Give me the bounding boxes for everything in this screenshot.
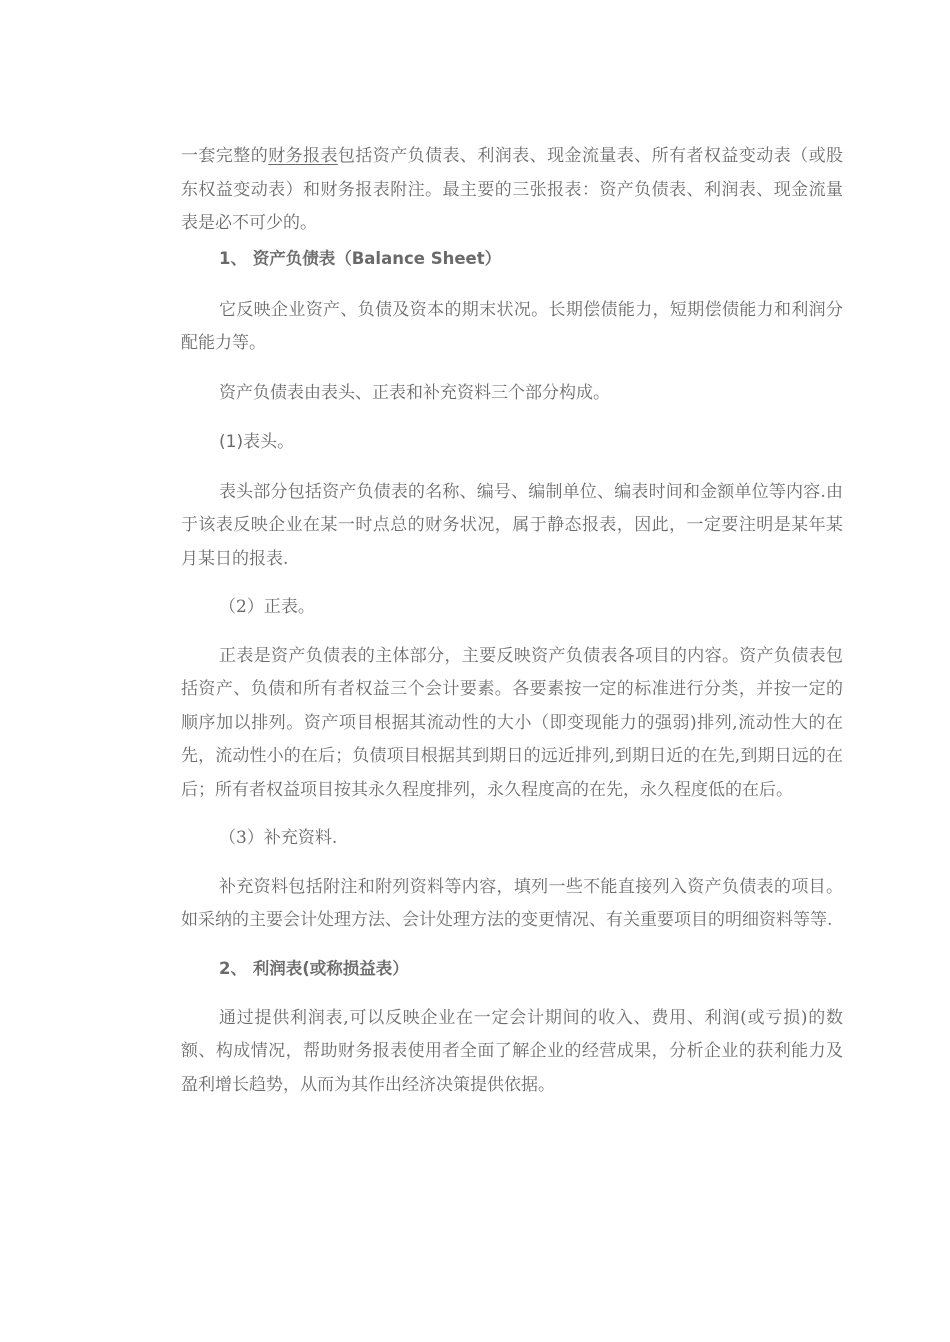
subheading-2-number: （2）	[219, 597, 264, 617]
intro-suffix: 包括资产负债表、利润表、现金流量表、所有者权益变动表（或股东权益变动表）和财务报表附注。最主要的三张报表：资产负债表、利润表、现金流量表是必不可少的。	[181, 146, 844, 233]
subheading-2-label: 正表。	[263, 597, 315, 617]
subheading-1	[181, 426, 843, 460]
section1-paragraph-4: 正表是资产负债表的主体部分，主要反映资产负债表各项目的内容。资产负债表包括资产、负债和所有者权益三个会计要素。各要素按一定的标准进行分类，并按一定的顺序加以排列。资产项目根据其流动性的大小（即变现能力的强弱)排列,流动性大的在先，流动性小的在后；负债项目根据其到期日的远近排列,到期日近的在先,到期日远的在后；所有者权益项目按其永久程度排列，永久程度高的在先，永久程度低的在后。	[181, 645, 843, 800]
section1-paragraph-2: 资产负债表由表头、正表和补充资料三个部分构成。	[219, 382, 610, 403]
section1-heading: 1、 资产负债表（Balance Sheet）	[219, 248, 502, 268]
subheading-1-number: (1)	[219, 432, 244, 452]
section1-paragraph-3: 表头部分包括资产负债表的名称、编号、编制单位、编表时间和金额单位等内容.由于该表反映企业在某一时点总的财务状况，属于静态报表，因此，一定要注明是某年某月某日的报表.	[181, 481, 843, 569]
subheading-3-label: 补充资料.	[263, 828, 338, 848]
subheading-2	[181, 591, 843, 625]
section1-paragraph-1: 它反映企业资产、负债及资本的期末状况。长期偿债能力，短期偿债能力和利润分配能力等。	[181, 299, 843, 353]
subheading-3	[181, 822, 843, 856]
subheading-1-label: 表头。	[243, 432, 295, 452]
intro-paragraph	[181, 140, 843, 241]
subheading-3-number: （3）	[219, 828, 264, 848]
financial-statements-link[interactable]: 财务报表	[268, 146, 338, 166]
section2-paragraph-1: 通过提供利润表,可以反映企业在一定会计期间的收入、费用、利润(或亏损)的数额、构成情况，帮助财务报表使用者全面了解企业的经营成果，分析企业的获利能力及盈利增长趋势，从而为其作出经济决策提供依据。	[181, 1007, 843, 1095]
document-body	[181, 140, 843, 1102]
section2-heading: 2、 利润表(或称损益表）	[219, 958, 409, 978]
intro-prefix: 一套完整的	[181, 146, 269, 166]
section1-paragraph-5: 补充资料包括附注和附列资料等内容，填列一些不能直接列入资产负债表的项目。如采纳的主要会计处理方法、会计处理方法的变更情况、有关重要项目的明细资料等等.	[181, 876, 843, 930]
